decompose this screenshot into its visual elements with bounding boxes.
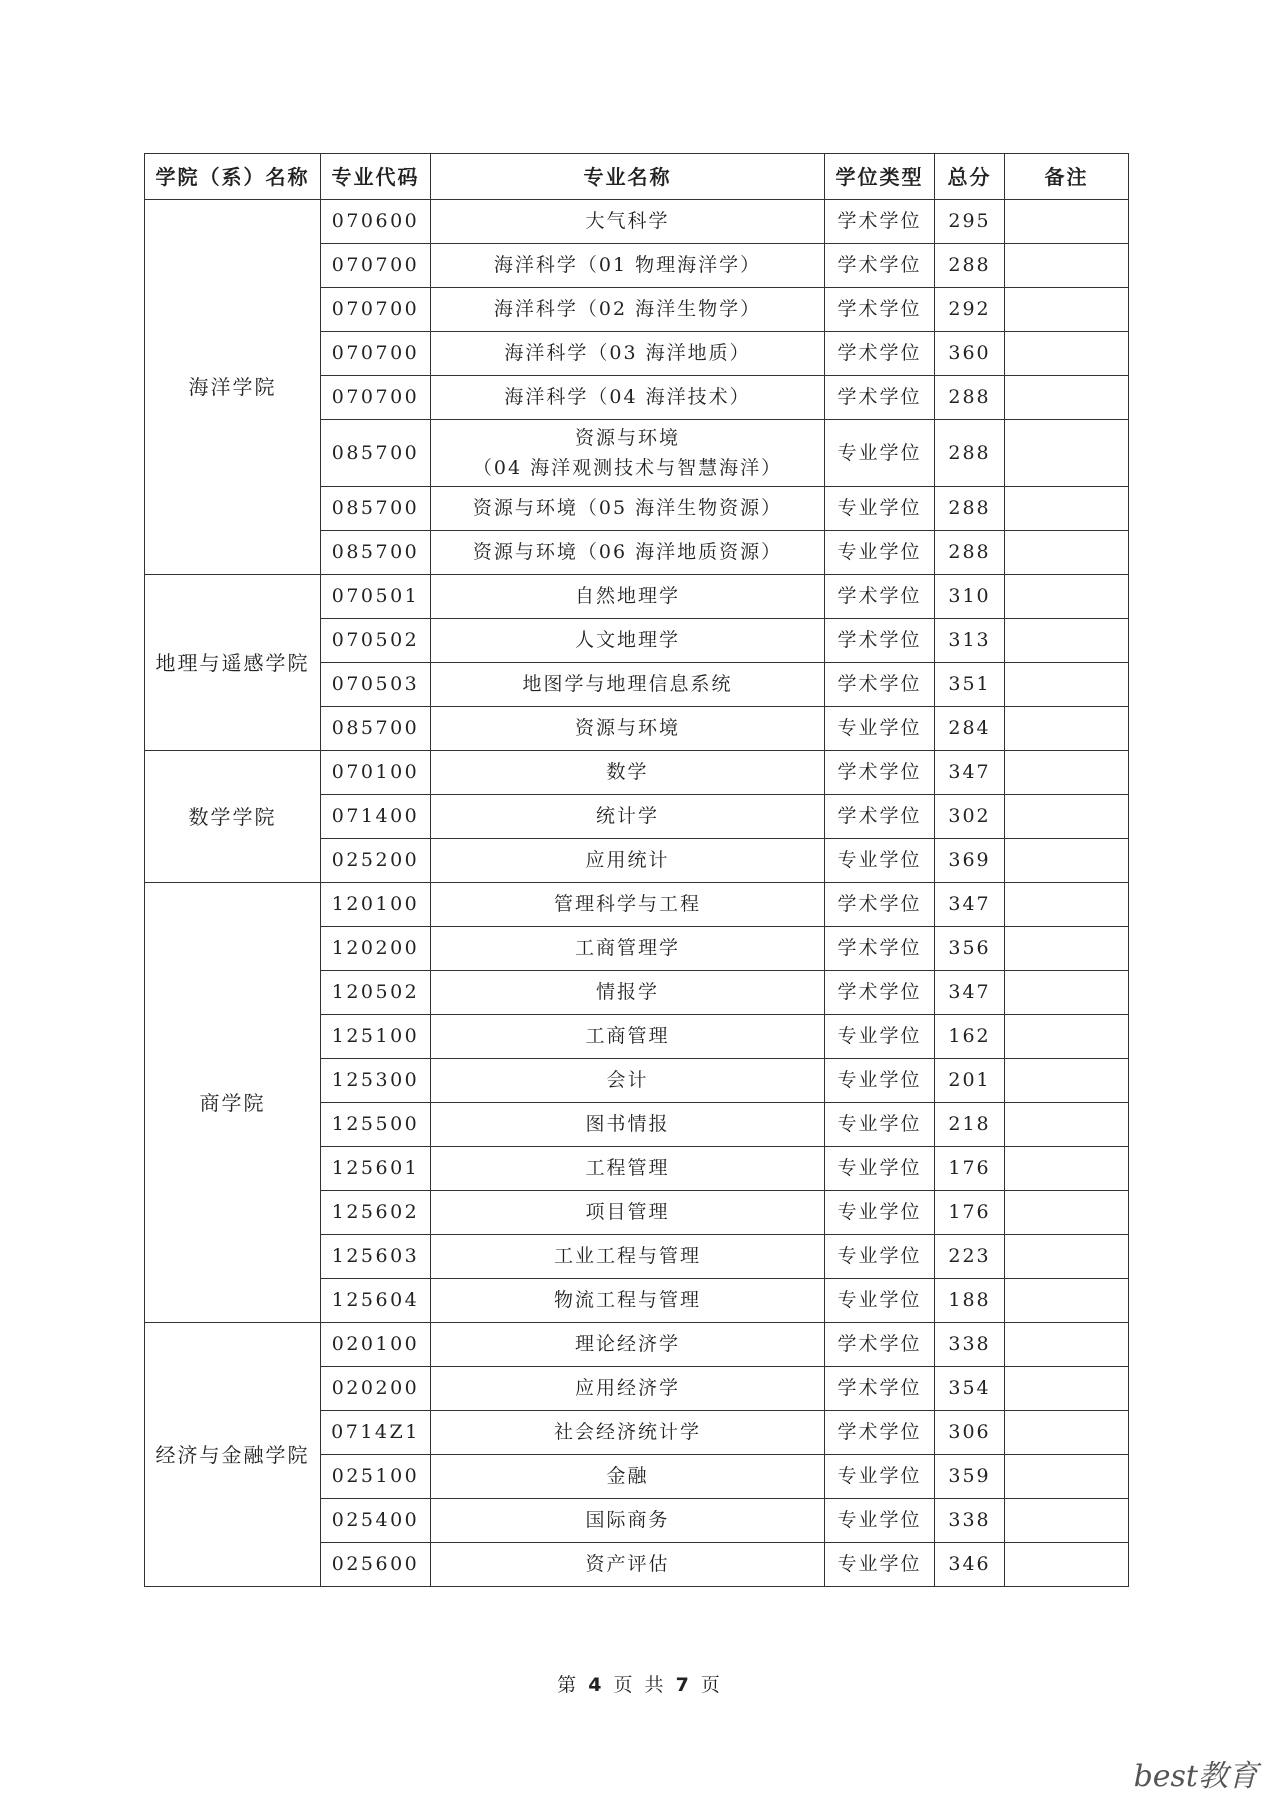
note-cell: [1005, 1323, 1129, 1367]
footer-suffix: 页: [700, 1674, 723, 1696]
note-cell: [1005, 971, 1129, 1015]
code-cell: 025400: [321, 1499, 431, 1543]
score-cell: 176: [935, 1191, 1005, 1235]
score-cell: 359: [935, 1455, 1005, 1499]
header-note: 备注: [1005, 154, 1129, 200]
major-name-line-1: 资源与环境: [574, 426, 680, 449]
degree-type-cell: 专业学位: [825, 1279, 935, 1323]
score-cell: 288: [935, 420, 1005, 487]
note-cell: [1005, 1147, 1129, 1191]
table-row: [145, 883, 1129, 927]
code-cell: 070600: [321, 200, 431, 244]
note-cell: [1005, 883, 1129, 927]
total-pages-number: 7: [675, 1674, 692, 1696]
code-cell: 025600: [321, 1543, 431, 1587]
score-cell: 354: [935, 1367, 1005, 1411]
header-score: 总分: [935, 154, 1005, 200]
current-page-number: 4: [588, 1674, 605, 1696]
major-name-cell: 资源与环境: [431, 707, 825, 751]
major-name-cell: 数学: [431, 751, 825, 795]
major-name-cell: 资源与环境（05 海洋生物资源）: [431, 487, 825, 531]
degree-type-cell: 专业学位: [825, 531, 935, 575]
degree-type-cell: 学术学位: [825, 1411, 935, 1455]
score-cell: 176: [935, 1147, 1005, 1191]
score-cell: 306: [935, 1411, 1005, 1455]
degree-type-cell: 专业学位: [825, 420, 935, 487]
code-cell: 085700: [321, 420, 431, 487]
note-cell: [1005, 332, 1129, 376]
major-name-cell: 会计: [431, 1059, 825, 1103]
code-cell: 085700: [321, 707, 431, 751]
major-name-cell: 自然地理学: [431, 575, 825, 619]
degree-type-cell: 学术学位: [825, 1323, 935, 1367]
code-cell: 125601: [321, 1147, 431, 1191]
degree-type-cell: 学术学位: [825, 200, 935, 244]
code-cell: 025200: [321, 839, 431, 883]
code-cell: 071400: [321, 795, 431, 839]
major-name-cell: 工业工程与管理: [431, 1235, 825, 1279]
degree-type-cell: 专业学位: [825, 487, 935, 531]
score-cell: 162: [935, 1015, 1005, 1059]
score-cell: 347: [935, 883, 1005, 927]
major-name-cell: 国际商务: [431, 1499, 825, 1543]
major-name-cell: 资源与环境（06 海洋地质资源）: [431, 531, 825, 575]
major-name-cell: 资产评估: [431, 1543, 825, 1587]
footer-middle: 页 共: [613, 1674, 667, 1696]
code-cell: 085700: [321, 487, 431, 531]
major-name-cell: 工商管理学: [431, 927, 825, 971]
degree-type-cell: 学术学位: [825, 288, 935, 332]
footer-prefix: 第: [557, 1674, 580, 1696]
note-cell: [1005, 1455, 1129, 1499]
code-cell: 070100: [321, 751, 431, 795]
note-cell: [1005, 663, 1129, 707]
score-cell: 346: [935, 1543, 1005, 1587]
major-name-cell: 海洋科学（03 海洋地质）: [431, 332, 825, 376]
score-cell: 347: [935, 751, 1005, 795]
major-name-cell: 金融: [431, 1455, 825, 1499]
score-cell: 302: [935, 795, 1005, 839]
page-footer: [0, 1670, 1280, 1697]
code-cell: 125300: [321, 1059, 431, 1103]
note-cell: [1005, 575, 1129, 619]
score-cell: 356: [935, 927, 1005, 971]
code-cell: 120200: [321, 927, 431, 971]
degree-type-cell: 专业学位: [825, 839, 935, 883]
header-code: 专业代码: [321, 154, 431, 200]
degree-type-cell: 学术学位: [825, 244, 935, 288]
score-cell: 188: [935, 1279, 1005, 1323]
score-cell: 218: [935, 1103, 1005, 1147]
degree-type-cell: 学术学位: [825, 332, 935, 376]
degree-type-cell: 学术学位: [825, 376, 935, 420]
note-cell: [1005, 927, 1129, 971]
note-cell: [1005, 531, 1129, 575]
code-cell: 125603: [321, 1235, 431, 1279]
degree-type-cell: 学术学位: [825, 575, 935, 619]
note-cell: [1005, 376, 1129, 420]
score-cell: 369: [935, 839, 1005, 883]
code-cell: 125604: [321, 1279, 431, 1323]
note-cell: [1005, 1015, 1129, 1059]
major-name-cell: 统计学: [431, 795, 825, 839]
note-cell: [1005, 1543, 1129, 1587]
degree-type-cell: 学术学位: [825, 883, 935, 927]
major-name-cell: 图书情报: [431, 1103, 825, 1147]
score-cell: 313: [935, 619, 1005, 663]
degree-type-cell: 专业学位: [825, 1235, 935, 1279]
note-cell: [1005, 619, 1129, 663]
table-row: [145, 575, 1129, 619]
degree-type-cell: 学术学位: [825, 1367, 935, 1411]
degree-type-cell: 专业学位: [825, 1059, 935, 1103]
table-header-row: [145, 154, 1129, 200]
note-cell: [1005, 288, 1129, 332]
code-cell: 020100: [321, 1323, 431, 1367]
note-cell: [1005, 1367, 1129, 1411]
note-cell: [1005, 707, 1129, 751]
major-name-cell: 物流工程与管理: [431, 1279, 825, 1323]
note-cell: [1005, 487, 1129, 531]
note-cell: [1005, 1191, 1129, 1235]
major-name-cell: 地图学与地理信息系统: [431, 663, 825, 707]
note-cell: [1005, 420, 1129, 487]
code-cell: 125100: [321, 1015, 431, 1059]
score-cell: 288: [935, 531, 1005, 575]
major-name-line-2: （04 海洋观测技术与智慧海洋）: [472, 457, 783, 479]
note-cell: [1005, 1499, 1129, 1543]
table-row: [145, 751, 1129, 795]
table-row: [145, 1323, 1129, 1367]
major-name-cell: 工商管理: [431, 1015, 825, 1059]
score-cell: 288: [935, 487, 1005, 531]
note-cell: [1005, 1103, 1129, 1147]
college-cell: 商学院: [145, 883, 321, 1323]
code-cell: 070700: [321, 332, 431, 376]
score-cell: 310: [935, 575, 1005, 619]
major-name-cell: 应用统计: [431, 839, 825, 883]
score-cell: 338: [935, 1323, 1005, 1367]
major-name-cell: 海洋科学（01 物理海洋学）: [431, 244, 825, 288]
score-cell: 288: [935, 244, 1005, 288]
code-cell: 120100: [321, 883, 431, 927]
degree-type-cell: 专业学位: [825, 1015, 935, 1059]
degree-type-cell: 专业学位: [825, 1147, 935, 1191]
degree-type-cell: 学术学位: [825, 663, 935, 707]
major-name-cell: 应用经济学: [431, 1367, 825, 1411]
degree-type-cell: 学术学位: [825, 619, 935, 663]
major-name-cell: 理论经济学: [431, 1323, 825, 1367]
code-cell: 070501: [321, 575, 431, 619]
code-cell: 025100: [321, 1455, 431, 1499]
score-cell: 284: [935, 707, 1005, 751]
note-cell: [1005, 244, 1129, 288]
major-name-cell: 海洋科学（04 海洋技术）: [431, 376, 825, 420]
score-cell: 351: [935, 663, 1005, 707]
college-cell: 数学学院: [145, 751, 321, 883]
degree-type-cell: 学术学位: [825, 971, 935, 1015]
score-cell: 347: [935, 971, 1005, 1015]
code-cell: 120502: [321, 971, 431, 1015]
code-cell: 020200: [321, 1367, 431, 1411]
major-name-cell: 社会经济统计学: [431, 1411, 825, 1455]
degree-type-cell: 学术学位: [825, 795, 935, 839]
code-cell: 125602: [321, 1191, 431, 1235]
score-cell: 223: [935, 1235, 1005, 1279]
degree-type-cell: 专业学位: [825, 1455, 935, 1499]
note-cell: [1005, 1059, 1129, 1103]
note-cell: [1005, 1235, 1129, 1279]
score-cell: 288: [935, 376, 1005, 420]
note-cell: [1005, 1411, 1129, 1455]
college-cell: 地理与遥感学院: [145, 575, 321, 751]
major-name-cell: 海洋科学（02 海洋生物学）: [431, 288, 825, 332]
code-cell: 070700: [321, 376, 431, 420]
degree-type-cell: 专业学位: [825, 1499, 935, 1543]
score-cell: 360: [935, 332, 1005, 376]
college-cell: 海洋学院: [145, 200, 321, 575]
score-cell: 201: [935, 1059, 1005, 1103]
header-type: 学位类型: [825, 154, 935, 200]
note-cell: [1005, 1279, 1129, 1323]
degree-type-cell: 专业学位: [825, 1543, 935, 1587]
code-cell: 070502: [321, 619, 431, 663]
note-cell: [1005, 751, 1129, 795]
degree-type-cell: 专业学位: [825, 707, 935, 751]
major-name-cell: 大气科学: [431, 200, 825, 244]
header-college: 学院（系）名称: [145, 154, 321, 200]
code-cell: 070503: [321, 663, 431, 707]
college-cell: 经济与金融学院: [145, 1323, 321, 1587]
code-cell: 125500: [321, 1103, 431, 1147]
major-name-cell: 项目管理: [431, 1191, 825, 1235]
score-cell: 295: [935, 200, 1005, 244]
major-name-cell: 工程管理: [431, 1147, 825, 1191]
note-cell: [1005, 795, 1129, 839]
header-name: 专业名称: [431, 154, 825, 200]
major-name-cell: 管理科学与工程: [431, 883, 825, 927]
degree-type-cell: 专业学位: [825, 1103, 935, 1147]
watermark: best教育: [1133, 1759, 1258, 1794]
code-cell: 0714Z1: [321, 1411, 431, 1455]
degree-type-cell: 专业学位: [825, 1191, 935, 1235]
admission-score-table: [144, 153, 1129, 1587]
score-cell: 338: [935, 1499, 1005, 1543]
note-cell: [1005, 200, 1129, 244]
code-cell: 070700: [321, 244, 431, 288]
code-cell: 085700: [321, 531, 431, 575]
degree-type-cell: 学术学位: [825, 927, 935, 971]
table-row: [145, 200, 1129, 244]
major-name-cell: 情报学: [431, 971, 825, 1015]
score-cell: 292: [935, 288, 1005, 332]
code-cell: 070700: [321, 288, 431, 332]
major-name-cell: [431, 420, 825, 487]
major-name-cell: 人文地理学: [431, 619, 825, 663]
note-cell: [1005, 839, 1129, 883]
degree-type-cell: 学术学位: [825, 751, 935, 795]
